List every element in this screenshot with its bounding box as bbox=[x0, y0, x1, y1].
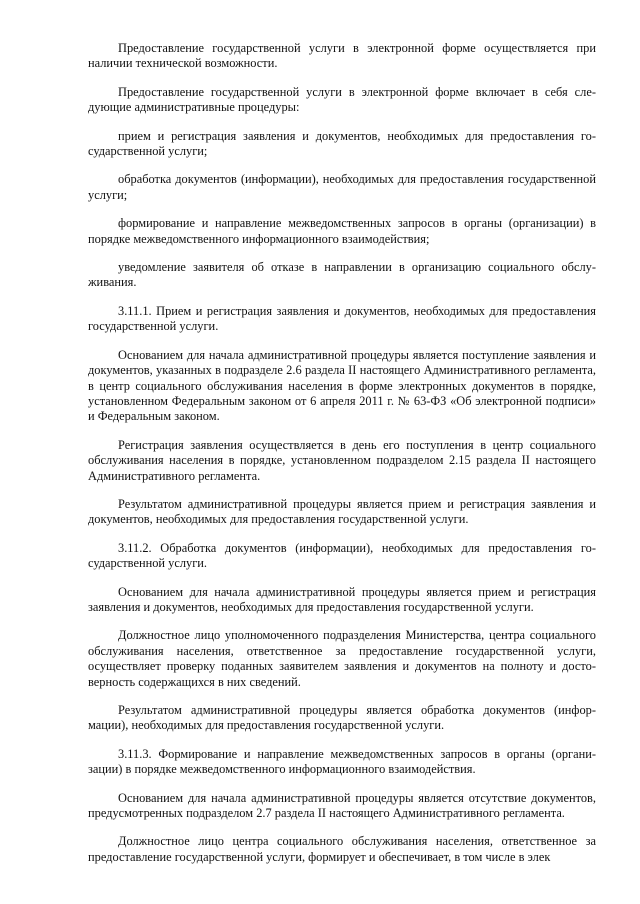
paragraph: прием и регистрация заявления и документов, необходимых для предоставления государственной услуги; bbox=[88, 128, 596, 159]
paragraph: формирование и направление межведомственных запросов в органы (организации) в порядке межведомственного информационного взаимодействия; bbox=[88, 216, 596, 246]
paragraph: Результатом административной процедуры является прием и регистрация заявления и документов, необходимых для предоставления государственной услуги. bbox=[88, 496, 596, 527]
paragraph: Предоставление государственной услуги в электронной форме включает в себя следующие административные процедуры: bbox=[88, 84, 596, 115]
paragraph: Должностное лицо центра социального обслуживания населения, ответственное за предоставление государственной услуги, формирует и обеспечивает, в том числе в элек bbox=[88, 834, 596, 864]
paragraph: Основанием для начала административной процедуры является поступление заявления и документов, указанных в подразделе 2.6 раздела II настоящего Административного регламента, в центр социального обслуживания населения в форме электронных документов в порядке, установленном Федеральным законом от 6 апреля 2011 г. № 63-ФЗ «Об электронной подписи» и Федеральным законом. bbox=[88, 347, 596, 424]
paragraph: Результатом административной процедуры является обработка документов (информации), необходимых для предоставления государственной услуги. bbox=[88, 703, 596, 733]
paragraph: Предоставление государственной услуги в электронной форме осуществляется при наличии технической возможности. bbox=[88, 41, 596, 71]
paragraph: Основанием для начала административной процедуры является отсутствие документов, предусмотренных подразделом 2.7 раздела II настоящего Административного регламента. bbox=[88, 790, 596, 821]
paragraph: Основанием для начала административной процедуры является прием и регистрация заявления и документов, необходимых для предоставления государственной услуги. bbox=[88, 584, 596, 614]
paragraph: Должностное лицо уполномоченного подразделения Министерства, центра социального обслуживания населения, ответственное за предоставление государственной услуги, осуществляет проверку поданных заявителем заявления и документов на полноту и достоверность содержащихся в них сведений. bbox=[88, 628, 596, 689]
section-heading-paragraph: 3.11.2. Обработка документов (информации), необходимых для предоставления государственной услуги. bbox=[88, 540, 596, 571]
paragraph: уведомление заявителя об отказе в направлении в организацию социального обслуживания. bbox=[88, 260, 596, 290]
section-heading-paragraph: 3.11.3. Формирование и направление межведомственных запросов в органы (организации) в порядке межведомственного информационного взаимодействия. bbox=[88, 746, 596, 777]
paragraph: Регистрация заявления осуществляется в день его поступления в центр социального обслуживания населения в порядке, установленном подразделом 2.15 раздела II настоящего Административного регламента. bbox=[88, 437, 596, 483]
section-heading-paragraph: 3.11.1. Прием и регистрация заявления и документов, необходимых для предоставления государственной услуги. bbox=[88, 303, 596, 334]
paragraph: обработка документов (информации), необходимых для предоставления государственной услуги; bbox=[88, 172, 596, 202]
document-body bbox=[88, 41, 596, 878]
